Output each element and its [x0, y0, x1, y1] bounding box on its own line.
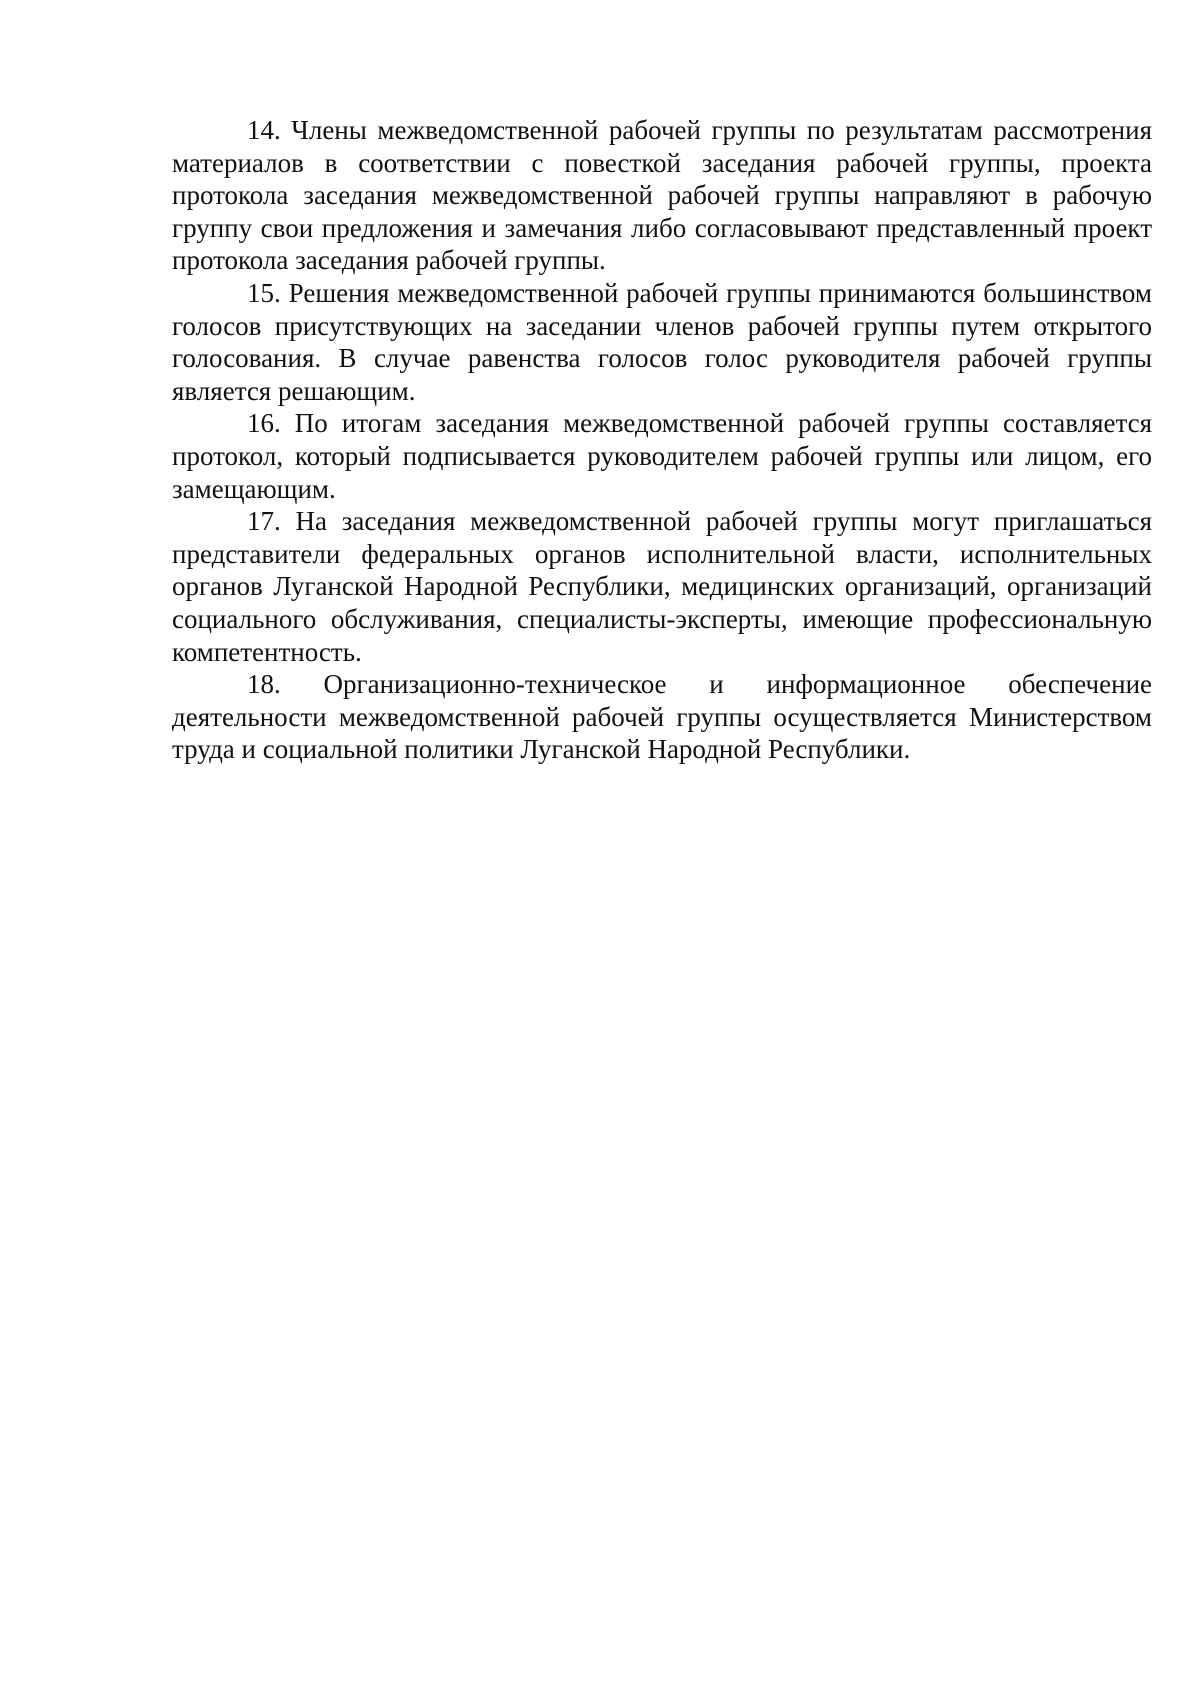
- paragraph-18: [172, 668, 1152, 766]
- paragraph-number: 18.: [247, 669, 281, 700]
- paragraph-number: 17.: [247, 506, 281, 537]
- paragraph-15: [172, 277, 1152, 407]
- paragraph-14: [172, 114, 1152, 277]
- paragraph-text: Решения межведомственной рабочей группы принимаются большинством голосов присутствующих на заседании членов рабочей группы путем открытого голосования. В случае равенства голосов голос руководителя рабочей группы является решающим.: [172, 277, 1153, 406]
- paragraph-text: Организационно-техническое и информационное обеспечение деятельности межведомственной рабочей группы осуществляется Министерством труда и социальной политики Луганской Народной Республики.: [172, 669, 1153, 765]
- paragraph-number: 14.: [247, 115, 281, 145]
- paragraph-17: [172, 505, 1152, 668]
- paragraph-16: [172, 407, 1152, 505]
- paragraph-text: По итогам заседания межведомственной рабочей группы составляется протокол, который подписывается руководителем рабочей группы или лицом, его замещающим.: [172, 408, 1153, 504]
- paragraph-number: 15.: [247, 277, 281, 308]
- document-body: [172, 114, 1152, 766]
- paragraph-number: 16.: [247, 408, 281, 439]
- paragraph-text: Члены межведомственной рабочей группы по результатам рассмотрения материалов в соответствии с повесткой заседания рабочей группы, проекта протокола заседания межведомственной рабочей группы направляют в рабочую группу свои предложения и замечания либо согласовывают представленный проект протокола заседания рабочей группы.: [172, 115, 1152, 276]
- paragraph-text: На заседания межведомственной рабочей группы могут приглашаться представители федеральных органов исполнительной власти, исполнительных органов Луганской Народной Республики, медицинских организаций, организаций социального обслуживания, специалисты-эксперты, имеющие профессиональную компетентность.: [172, 506, 1152, 667]
